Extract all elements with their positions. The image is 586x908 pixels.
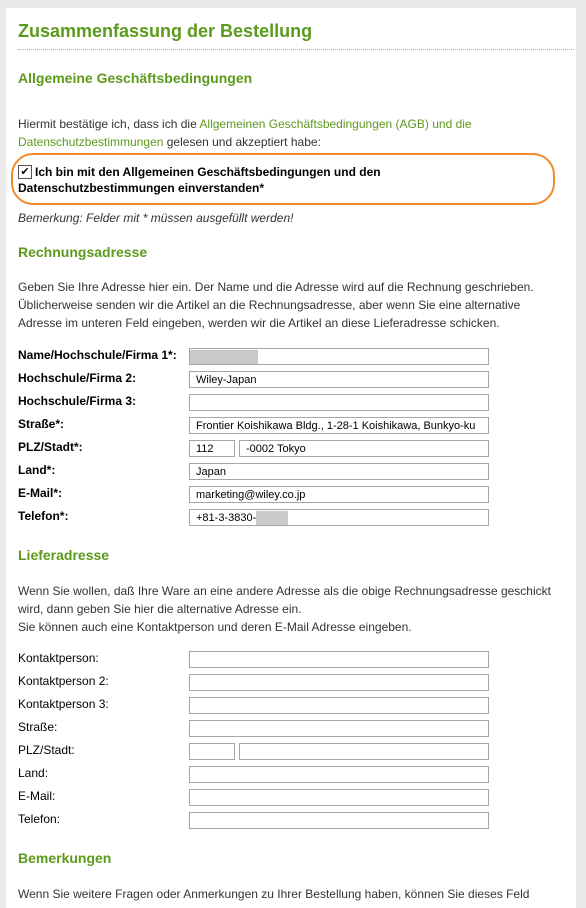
shipping-city-input[interactable]: [239, 743, 489, 760]
billing-company2-label: Hochschule/Firma 2:: [18, 371, 137, 385]
billing-name-label: Name/Hochschule/Firma 1*:: [18, 348, 177, 362]
shipping-contact2-input[interactable]: [189, 674, 489, 691]
billing-company2-input[interactable]: Wiley-Japan: [189, 371, 489, 388]
shipping-contact1-label: Kontaktperson:: [18, 651, 99, 665]
shipping-intro-2: Sie können auch eine Kontaktperson und deren E-Mail Adresse eingeben.: [18, 620, 412, 634]
billing-zipcity-label: PLZ/Stadt*:: [18, 440, 83, 454]
shipping-email-label: E-Mail:: [18, 789, 56, 803]
billing-name-input[interactable]: [189, 348, 489, 365]
billing-street-label: Straße*:: [18, 417, 65, 431]
order-summary-page: [6, 8, 576, 908]
shipping-street-input[interactable]: [189, 720, 489, 737]
agb-text-before: Hiermit bestätige ich, dass ich die: [18, 117, 200, 131]
remarks-heading: Bemerkungen: [18, 850, 112, 866]
agb-heading: Allgemeine Geschäftsbedingungen: [18, 70, 253, 86]
billing-intro: Geben Sie Ihre Adresse hier ein. Der Name und die Adresse wird auf die Rechnung geschrieben. Üblicherweise senden wir die Artikel an die Rechnungsadresse, aber wenn Sie eine alternative Adresse im unteren Feld eingeben, werden wir die Artikel an diese Lieferadresse schicken.: [18, 280, 534, 330]
billing-company3-label: Hochschule/Firma 3:: [18, 394, 137, 408]
shipping-email-input[interactable]: [189, 789, 489, 806]
required-fields-note: Bemerkung: Felder mit * müssen ausgefüllt werden!: [18, 211, 294, 225]
billing-phone-label: Telefon*:: [18, 509, 69, 523]
shipping-phone-label: Telefon:: [18, 812, 61, 826]
remarks-text: Wenn Sie weitere Fragen oder Anmerkungen zu Ihrer Bestellung haben, können Sie dieses Feld: [18, 887, 530, 901]
shipping-zip-input[interactable]: [189, 743, 235, 760]
billing-street-input[interactable]: Frontier Koishikawa Bldg., 1-28-1 Koishikawa, Bunkyo-ku: [189, 417, 489, 434]
agb-text-after: gelesen und akzeptiert habe:: [163, 135, 321, 149]
page-title: Zusammenfassung der Bestellung: [18, 21, 313, 41]
redacted-block: [256, 511, 288, 526]
billing-city-input[interactable]: -0002 Tokyo: [239, 440, 489, 457]
shipping-country-input[interactable]: [189, 766, 489, 783]
shipping-heading: Lieferadresse: [18, 547, 110, 563]
agb-link[interactable]: Allgemeinen Geschäftsbedingungen (AGB) und die Datenschutzbestimmungen: [18, 117, 472, 149]
shipping-country-label: Land:: [18, 766, 49, 780]
shipping-zipcity-label: PLZ/Stadt:: [18, 743, 75, 757]
billing-email-input[interactable]: marketing@wiley.co.jp: [189, 486, 489, 503]
agb-checkbox[interactable]: ✔: [18, 165, 32, 179]
shipping-phone-input[interactable]: [189, 812, 489, 829]
shipping-contact1-input[interactable]: [189, 651, 489, 668]
billing-heading: Rechnungsadresse: [18, 244, 148, 260]
agb-text: [18, 115, 558, 151]
redacted-block: [190, 350, 258, 365]
billing-phone-input[interactable]: [189, 509, 489, 526]
billing-email-label: E-Mail*:: [18, 486, 63, 500]
billing-zip-input[interactable]: 112: [189, 440, 235, 457]
shipping-intro: Wenn Sie wollen, daß Ihre Ware an eine andere Adresse als die obige Rechnungsadresse geschickt wird, dann geben Sie hier die alternative Adresse ein.: [18, 584, 551, 616]
shipping-street-label: Straße:: [18, 720, 58, 734]
billing-company3-input[interactable]: [189, 394, 489, 411]
billing-country-label: Land*:: [18, 463, 56, 477]
agb-checkbox-label[interactable]: Ich bin mit den Allgemeinen Geschäftsbedingungen und den Datenschutzbestimmungen einverstanden*: [18, 165, 381, 195]
title-divider: [18, 49, 574, 50]
shipping-contact2-label: Kontaktperson 2:: [18, 674, 109, 688]
shipping-contact3-input[interactable]: [189, 697, 489, 714]
billing-country-input[interactable]: Japan: [189, 463, 489, 480]
billing-phone-value: +81-3-3830-: [196, 512, 257, 524]
shipping-contact3-label: Kontaktperson 3:: [18, 697, 109, 711]
